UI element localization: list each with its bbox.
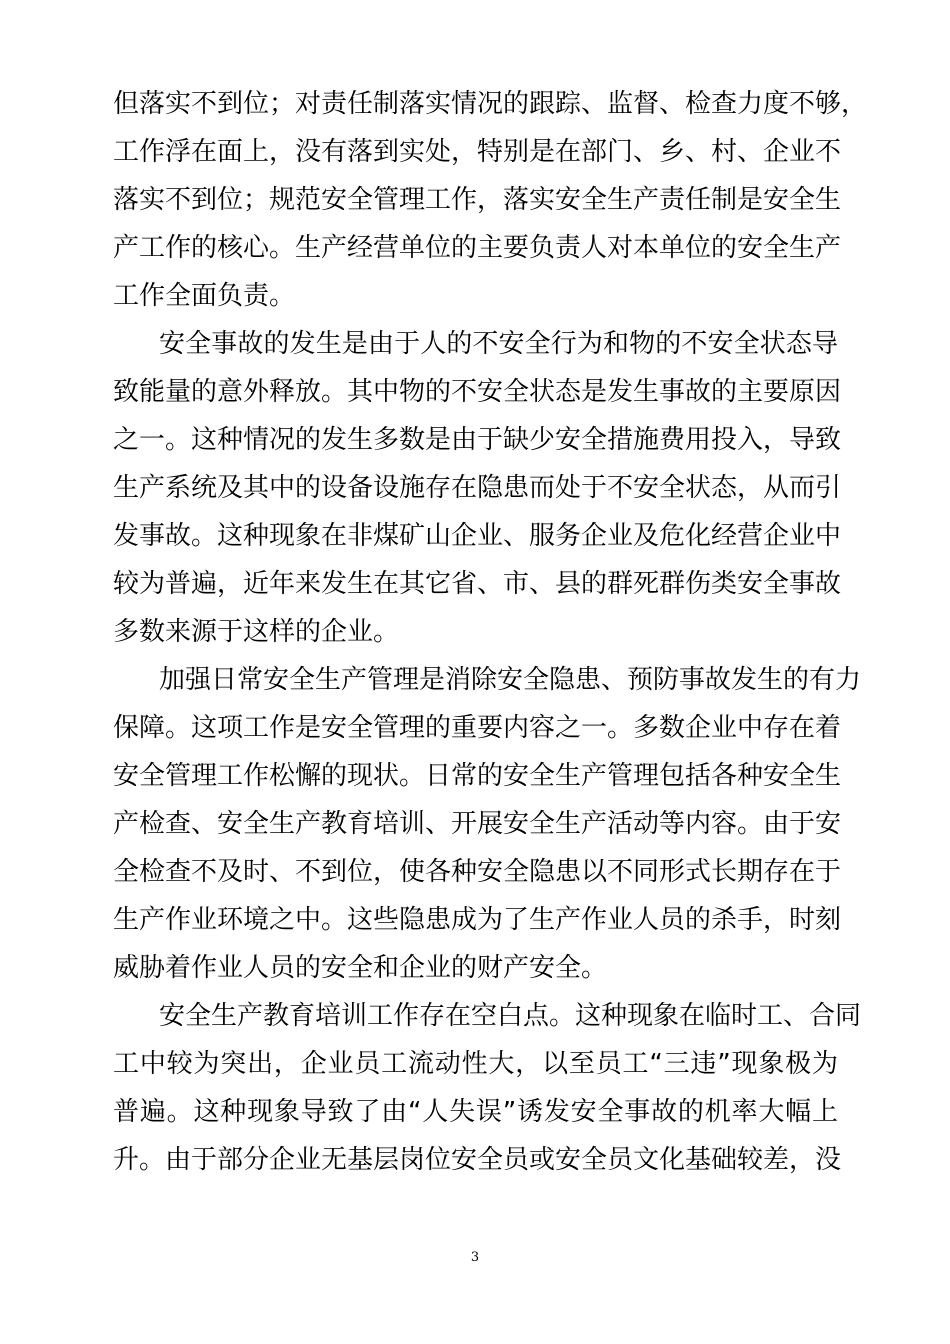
text-line: 升。由于部分企业无基层岗位安全员或安全员文化基础较差，没	[113, 1145, 842, 1175]
text-line: 较为普遍，近年来发生在其它省、市、县的群死群伤类安全事故	[113, 569, 842, 599]
text-line: 发事故。这种现象在非煤矿山企业、服务企业及危化经营企业中	[113, 521, 842, 551]
text-line: 全检查不及时、不到位，使各种安全隐患以不同形式长期存在于	[113, 857, 842, 887]
text-line: 生产作业环境之中。这些隐患成为了生产作业人员的杀手，时刻	[113, 905, 842, 935]
paragraph-first-line: 安全生产教育培训工作存在空白点。这种现象在临时工、合同	[159, 1001, 862, 1031]
text-line: 产检查、安全生产教育培训、开展安全生产活动等内容。由于安	[113, 809, 842, 839]
text-line: 致能量的意外释放。其中物的不安全状态是发生事故的主要原因	[113, 377, 842, 407]
text-line: 多数来源于这样的企业。	[113, 617, 400, 647]
text-line: 普遍。这种现象导致了由“人失误”诱发安全事故的机率大幅上	[113, 1097, 838, 1127]
page-number: 3	[470, 1250, 480, 1265]
text-line: 保障。这项工作是安全管理的重要内容之一。多数企业中存在着	[113, 713, 842, 743]
text-line: 工作浮在面上，没有落到实处，特别是在部门、乡、村、企业不	[113, 137, 842, 167]
text-line: 落实不到位；规范安全管理工作，落实安全生产责任制是安全生	[113, 185, 842, 215]
text-line: 威胁着作业人员的安全和企业的财产安全。	[113, 953, 608, 983]
paragraph-first-line: 安全事故的发生是由于人的不安全行为和物的不安全状态导	[159, 329, 838, 359]
text-line: 生产系统及其中的设备设施存在隐患而处于不安全状态，从而引	[113, 473, 842, 503]
text-line: 工作全面负责。	[113, 281, 296, 311]
body-text	[113, 80, 868, 1184]
text-line: 但落实不到位；对责任制落实情况的跟踪、监督、检查力度不够，	[113, 89, 868, 119]
text-line: 工中较为突出，企业员工流动性大，以至员工“三违”现象极为	[113, 1049, 838, 1079]
text-line: 产工作的核心。生产经营单位的主要负责人对本单位的安全生产	[113, 233, 842, 263]
text-line: 安全管理工作松懈的现状。日常的安全生产管理包括各种安全生	[113, 761, 842, 791]
text-line: 之一。这种情况的发生多数是由于缺少安全措施费用投入，导致	[113, 425, 842, 455]
paragraph-first-line: 加强日常安全生产管理是消除安全隐患、预防事故发生的有力	[159, 665, 862, 695]
